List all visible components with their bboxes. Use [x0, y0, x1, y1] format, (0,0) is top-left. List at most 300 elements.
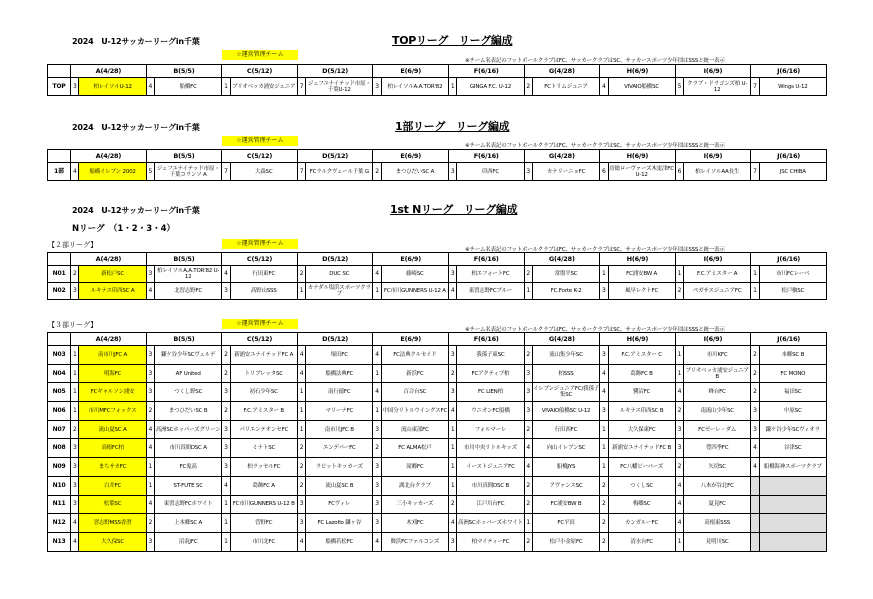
slot-number: 2 [524, 495, 532, 514]
column-header: F(6/16) [448, 65, 524, 78]
column-header: D(5/12) [297, 253, 373, 266]
team-name: 柏エフォートFC [457, 266, 524, 283]
slot-number: 2 [146, 402, 154, 421]
slot-number: 2 [297, 439, 305, 458]
managing-team-badge: ☆運営管理チーム [222, 319, 298, 329]
slot-number: 3 [751, 420, 759, 439]
team-name: 市川FCレーベ [759, 266, 826, 283]
table-row [48, 346, 827, 365]
naming-note: ※チーム名表記のフットボールクラブはFC、サッカークラブはSC、サッカースポーツ少年団はSSSと統一表示 [465, 58, 725, 64]
team-name: FCギャルソン浦安 [79, 383, 146, 402]
team-name: 船橋イレブン 2002 [79, 163, 146, 181]
column-header: I(6/9) [675, 253, 751, 266]
slot-number: 1 [297, 402, 305, 421]
n-group2-table [47, 252, 827, 300]
slot-number: 3 [373, 476, 381, 495]
column-header: H(6/9) [600, 333, 676, 346]
team-name: FC市川GUNNERS U-12 A [381, 283, 448, 300]
team-name: 高野山SSS [230, 283, 297, 300]
column-header: A(4/28) [71, 333, 147, 346]
slot-number: 2 [675, 283, 683, 300]
slot-number: 4 [297, 346, 305, 365]
team-name: 清水台FC [608, 532, 675, 551]
slot-number: 4 [71, 163, 79, 181]
table-row [48, 163, 827, 181]
slot-number: 3 [524, 383, 532, 402]
row-label: 1部 [48, 163, 71, 181]
slot-number: 4 [751, 439, 759, 458]
column-header: D(5/12) [297, 150, 373, 163]
slot-number: 2 [524, 532, 532, 551]
header-row [48, 253, 827, 266]
team-name: 初石少年SC [230, 383, 297, 402]
team-name: 流山東部FC [381, 420, 448, 439]
managing-team-badge: ☆運営管理チーム [222, 50, 298, 60]
team-name: 夏見FC [684, 495, 751, 514]
slot-number: 1 [675, 346, 683, 365]
table-row [48, 283, 827, 300]
slot-number: 1 [297, 420, 305, 439]
slot-number: 1 [524, 514, 532, 533]
team-name: JSC CHIBA [759, 163, 826, 181]
slot-number: 1 [600, 458, 608, 477]
slot-number: 5 [146, 163, 154, 181]
slot-number: 1 [71, 364, 79, 383]
slot-number: 1 [297, 383, 305, 402]
column-header: A(4/28) [71, 253, 147, 266]
team-name: 南市川JFC A [79, 346, 146, 365]
team-name: 藤崎SC [381, 266, 448, 283]
n-group3-table [47, 332, 827, 552]
team-name: FC平田 [532, 514, 599, 533]
slot-number: 2 [373, 439, 381, 458]
team-name: 木刈FC [381, 514, 448, 533]
slot-number: 1 [600, 266, 608, 283]
team-name: 東習志野FCホワイト [155, 495, 222, 514]
slot-number: 4 [524, 439, 532, 458]
column-header: J(6/16) [751, 150, 827, 163]
team-name: カンガルーFC [608, 514, 675, 533]
team-name: GINGA F.C. U-12 [457, 78, 524, 96]
column-header: D(5/12) [297, 333, 373, 346]
slot-number: 3 [146, 383, 154, 402]
slot-number: 4 [373, 383, 381, 402]
slot-number: 3 [146, 346, 154, 365]
slot-number: 1 [146, 476, 154, 495]
slot-number: 3 [448, 383, 456, 402]
slot-number: 3 [222, 283, 230, 300]
team-name: パリエンテオンセFC [230, 420, 297, 439]
slot-number: 2 [222, 346, 230, 365]
team-name: 北習志野FC [155, 283, 222, 300]
team-name: FCトリムジュニア [532, 78, 599, 96]
naming-note: ※チーム名表記のフットボールクラブはFC、サッカークラブはSC、サッカースポーツ少年団はSSSと統一表示 [465, 247, 725, 253]
team-name: FC法典クルセイド [381, 346, 448, 365]
slot-number: 1 [373, 283, 381, 300]
team-name: 船橋FC [155, 78, 222, 96]
table-row [48, 439, 827, 458]
team-name: FCアクティブ柏 [457, 364, 524, 383]
team-name: 我孫子東SC [457, 346, 524, 365]
team-name: ウニオンFC船橋 [457, 402, 524, 421]
team-name: 高洲SCホッパーズホワイト [457, 514, 524, 533]
slot-number: 2 [524, 346, 532, 365]
slot-number: 4 [600, 78, 608, 96]
column-header: F(6/16) [448, 253, 524, 266]
slot-number: 4 [222, 266, 230, 283]
team-name: クラブ・ドラゴンズ柏 U-12 [684, 78, 751, 96]
team-name: 南市川JFC B [306, 420, 373, 439]
table-row [48, 476, 827, 495]
slot-number: 1 [448, 439, 456, 458]
team-name: 三小キッカーズ [381, 495, 448, 514]
team-name: Wings U-12 [759, 78, 826, 96]
row-label: N13 [48, 532, 71, 551]
column-header: D(5/12) [297, 65, 373, 78]
team-name: つくしSC [608, 476, 675, 495]
team-name: 柏レイソルAA長生 [684, 163, 751, 181]
team-name: 松戸槇SC [759, 283, 826, 300]
slot-number: 3 [373, 78, 381, 96]
team-name: イーストジュニアFC [457, 458, 524, 477]
team-name: ジェフユナイテッド市原・千葉U-12 [306, 78, 373, 96]
slot-number: 4 [146, 78, 154, 96]
naming-note: ※チーム名表記のフットボールクラブはFC、サッカークラブはSC、サッカースポーツ少年団はSSSと統一表示 [465, 327, 725, 333]
slot-number: 4 [146, 420, 154, 439]
team-name: 大久保東FC [608, 420, 675, 439]
slot-number: 4 [675, 514, 683, 533]
row-label: N04 [48, 364, 71, 383]
slot-number: 4 [600, 383, 608, 402]
slot-number: 6 [600, 163, 608, 181]
slot-number: 1 [600, 439, 608, 458]
table-row [48, 266, 827, 283]
team-name: VIVAIO船橋SC [608, 78, 675, 96]
team-name: 福田SC [759, 383, 826, 402]
row-label: N06 [48, 402, 71, 421]
slot-number: 3 [675, 439, 683, 458]
team-name: ジェフユナイテッド市原・千葉コランソ A [155, 163, 222, 181]
slot-number: 1 [448, 476, 456, 495]
team-name: 流山集少年SC [532, 346, 599, 365]
header-corner [48, 150, 71, 163]
slot-number: 4 [373, 266, 381, 283]
team-name: 新松戸SC [79, 266, 146, 283]
slot-number: 2 [524, 78, 532, 96]
slot-number: 3 [71, 439, 79, 458]
slot-number: 4 [71, 514, 79, 533]
row-label: N12 [48, 514, 71, 533]
group-2-label: 【２部リーグ】 [48, 241, 98, 249]
team-name: 峰台FC [684, 383, 751, 402]
team-name: マリーナFC [306, 402, 373, 421]
row-label: TOP [48, 78, 71, 96]
team-name: ペガサスジュニアFC [684, 283, 751, 300]
slot-number: 1 [373, 402, 381, 421]
team-name: 市川真間DSC A [155, 439, 222, 458]
slot-number: 3 [71, 476, 79, 495]
column-header: F(6/16) [448, 333, 524, 346]
team-name: FC浦安BW B [532, 495, 599, 514]
team-name: 船橋法典FC [306, 364, 373, 383]
slot-number: 3 [448, 163, 456, 181]
slot-number: 2 [751, 346, 759, 365]
slot-number: 3 [71, 78, 79, 96]
team-name: 向山イレブンSC [532, 439, 599, 458]
team-name: 鷺沼FC [608, 383, 675, 402]
team-name: 舞浜FCファルコンズ [381, 532, 448, 551]
slot-number: 3 [448, 266, 456, 283]
team-name: ラビットキッカーズ [306, 458, 373, 477]
column-header: E(6/9) [373, 253, 449, 266]
naming-note: ※チーム名表記のフットボールクラブはFC、サッカークラブはSC、サッカースポーツ少年団はSSSと統一表示 [465, 143, 725, 149]
column-header: J(6/16) [751, 253, 827, 266]
slot-number: 4 [146, 439, 154, 458]
team-name: 流山夏SC A [79, 420, 146, 439]
team-name: 市川KFC [684, 346, 751, 365]
column-header: B(5/5) [146, 253, 222, 266]
team-name: つくし野SC [155, 383, 222, 402]
team-name: 中国分リトルウイングスFC [381, 402, 448, 421]
slot-number: 3 [373, 514, 381, 533]
team-name: イレブンジュニアFC/我孫子集SC [532, 383, 599, 402]
row-label: N02 [48, 283, 71, 300]
team-name: 新浦安ユナイテッドFC B [608, 439, 675, 458]
team-name: 高洲SCホッパーズグリーン [155, 420, 222, 439]
slot-number: 7 [297, 163, 305, 181]
team-name: 上本郷SC A [155, 514, 222, 533]
team-name: 葛飾FC A [230, 476, 297, 495]
row-label: N09 [48, 458, 71, 477]
team-name: 滝郷FC [381, 458, 448, 477]
team-name: ミナトSC [230, 439, 297, 458]
slot-number: 2 [297, 458, 305, 477]
row-label: N03 [48, 346, 71, 365]
header-row [48, 150, 827, 163]
team-name: FCゼーレ・ダム [684, 420, 751, 439]
team-name: 本郷SC B [759, 346, 826, 365]
slot-number: 4 [675, 383, 683, 402]
team-name: 柏レイソルA.A.TOR'82 U-12 [155, 266, 222, 283]
team-name: 中原SC [759, 402, 826, 421]
team-name: 明海FC [79, 364, 146, 383]
team-name: 谷津SC [759, 439, 826, 458]
team-name: 東習志野FCブルー [457, 283, 524, 300]
team-name: FC浦安BW A [608, 266, 675, 283]
column-header: E(6/9) [373, 333, 449, 346]
slot-number: 3 [448, 346, 456, 365]
slot-number: 2 [751, 383, 759, 402]
slot-number: 2 [146, 514, 154, 533]
slot-number: 2 [71, 420, 79, 439]
slot-number: 2 [524, 420, 532, 439]
slot-number: 2 [448, 495, 456, 514]
slot-number: 1 [675, 532, 683, 551]
team-name: 塚田FC [306, 346, 373, 365]
slot-number: 2 [600, 495, 608, 514]
team-name: 見明川SC [684, 532, 751, 551]
top-league-title: TOPリーグ リーグ編成 [392, 34, 513, 47]
team-name: FC市川GUNNERS U-12 B [230, 495, 297, 514]
table-row [48, 383, 827, 402]
team-name: 柏ラッセルFC [230, 458, 297, 477]
team-name: FCヴィレ [306, 495, 373, 514]
team-name [759, 476, 826, 495]
team-name: 柏レイソルA.A.TOR'82 [381, 78, 448, 96]
column-header: J(6/16) [751, 65, 827, 78]
slot-number: 4 [600, 364, 608, 383]
team-name: F.C.アミスター A [684, 266, 751, 283]
team-name: 鎌ケ谷少年SCヴェルデ [155, 346, 222, 365]
column-header: C(5/12) [222, 253, 298, 266]
slot-number: 3 [71, 495, 79, 514]
team-name: 南流山少年SC [684, 402, 751, 421]
slot-number: 3 [146, 364, 154, 383]
header-row [48, 65, 827, 78]
slot-number: 1 [222, 495, 230, 514]
team-name: 流山夏SC B [306, 476, 373, 495]
team-name: F.C.アミスター C [608, 346, 675, 365]
team-name: ST-FUTE SC [155, 476, 222, 495]
slot-number: 4 [524, 458, 532, 477]
team-name: FCラルクヴェール千葉 G [306, 163, 373, 181]
team-name: 鎌ケ谷少年SCヴィオラ [759, 420, 826, 439]
column-header: G(4/28) [524, 333, 600, 346]
slot-number: 1 [373, 364, 381, 383]
column-header: I(6/9) [675, 333, 751, 346]
slot-number: 4 [71, 532, 79, 551]
slot-number: 3 [448, 532, 456, 551]
slot-number: 2 [675, 458, 683, 477]
column-header: I(6/9) [675, 65, 751, 78]
team-name: 行田西FC [532, 420, 599, 439]
column-header: A(4/28) [71, 150, 147, 163]
slot-number: 3 [600, 283, 608, 300]
header-corner [48, 333, 71, 346]
slot-number: 4 [222, 476, 230, 495]
slot-number: 1 [222, 78, 230, 96]
team-name: 柏レイソルU-12 [79, 78, 146, 96]
team-name: 江戸川台FC [457, 495, 524, 514]
slot-number: 4 [751, 458, 759, 477]
column-header: G(4/28) [524, 65, 600, 78]
column-header: H(6/9) [600, 150, 676, 163]
slot-number: 6 [675, 163, 683, 181]
team-name: 矢切SC [684, 458, 751, 477]
slot-number [751, 476, 759, 495]
row-label: N07 [48, 420, 71, 439]
column-header: A(4/28) [71, 65, 147, 78]
team-name: 柏SSS [532, 364, 599, 383]
team-name: エンデバーFC [306, 439, 373, 458]
team-name: 習志野MSS香澄 [79, 514, 146, 533]
team-name: 新浦安ユナイテッドFC A [230, 346, 297, 365]
slot-number: 1 [222, 532, 230, 551]
team-name: 菅野FC [230, 514, 297, 533]
slot-number: 3 [146, 266, 154, 283]
slot-number: 1 [71, 402, 79, 421]
header-corner [48, 65, 71, 78]
column-header: G(4/28) [524, 150, 600, 163]
slot-number: 4 [146, 283, 154, 300]
slot-number: 1 [524, 283, 532, 300]
team-name: 市川真間DSC B [457, 476, 524, 495]
slot-number: 3 [71, 458, 79, 477]
slot-number: 2 [222, 402, 230, 421]
slot-number: 4 [373, 346, 381, 365]
slot-number: 2 [71, 266, 79, 283]
column-header: B(5/5) [146, 150, 222, 163]
team-name: 豊四季FC [684, 439, 751, 458]
slot-number: 3 [600, 402, 608, 421]
team-name: AF United [155, 364, 222, 383]
team-name: FC鬼高 [155, 458, 222, 477]
slot-number: 1 [675, 266, 683, 283]
team-name: 大森SC [230, 163, 297, 181]
slot-number: 3 [222, 458, 230, 477]
team-name: 風早レクトFC [608, 283, 675, 300]
team-name: 大久保SC [79, 532, 146, 551]
slot-number: 3 [71, 283, 79, 300]
column-header: I(6/9) [675, 150, 751, 163]
team-name: 葛飾FC B [608, 364, 675, 383]
group-3-label: 【３部リーグ】 [48, 321, 98, 329]
column-header: C(5/12) [222, 150, 298, 163]
top-league-table [47, 64, 827, 96]
slot-number: 2 [524, 266, 532, 283]
column-header: H(6/9) [600, 253, 676, 266]
team-name: 松葉SC [79, 495, 146, 514]
team-name: 行田東FC [230, 266, 297, 283]
team-name: 八木が谷北FC [684, 476, 751, 495]
team-name: ブリオベッカ浦安ジュニア B [684, 364, 751, 383]
column-header: B(5/5) [146, 65, 222, 78]
slot-number: 2 [600, 532, 608, 551]
slot-number: 3 [373, 420, 381, 439]
slot-number: 3 [524, 364, 532, 383]
team-name: カナダル塩浜スポーツクラブ [306, 283, 373, 300]
column-header: F(6/16) [448, 150, 524, 163]
team-name: 市川MFCフォックス [79, 402, 146, 421]
table-row [48, 402, 827, 421]
slot-number: 3 [222, 439, 230, 458]
slot-number: 4 [297, 532, 305, 551]
table-row [48, 420, 827, 439]
row-label: N01 [48, 266, 71, 283]
row-label: N05 [48, 383, 71, 402]
column-header: C(5/12) [222, 333, 298, 346]
team-name: カナリーニョFC [532, 163, 599, 181]
team-name: まつひだいSC B [155, 402, 222, 421]
slot-number: 2 [373, 163, 381, 181]
team-name: まつひだいSC A [381, 163, 448, 181]
managing-team-badge: ☆運営管理チーム [222, 239, 298, 249]
first-league-title: 1部リーグ リーグ編成 [395, 120, 510, 133]
team-name: 常盤平SC [532, 266, 599, 283]
team-name: 高根FC柏 [79, 439, 146, 458]
team-name: 市川中央リトルキッズ [457, 439, 524, 458]
team-name: 白井FC [79, 476, 146, 495]
team-name: 市川北FC [230, 532, 297, 551]
slot-number: 3 [524, 402, 532, 421]
slot-number: 1 [71, 346, 79, 365]
year-label-top: 2024 U-12サッカーリーグin千葉 [72, 37, 200, 46]
table-row [48, 532, 827, 551]
column-header: E(6/9) [373, 150, 449, 163]
team-name: FC Lazofio 鎌ヶ谷 [306, 514, 373, 533]
slot-number: 5 [675, 78, 683, 96]
team-name: 百合台SC [381, 383, 448, 402]
